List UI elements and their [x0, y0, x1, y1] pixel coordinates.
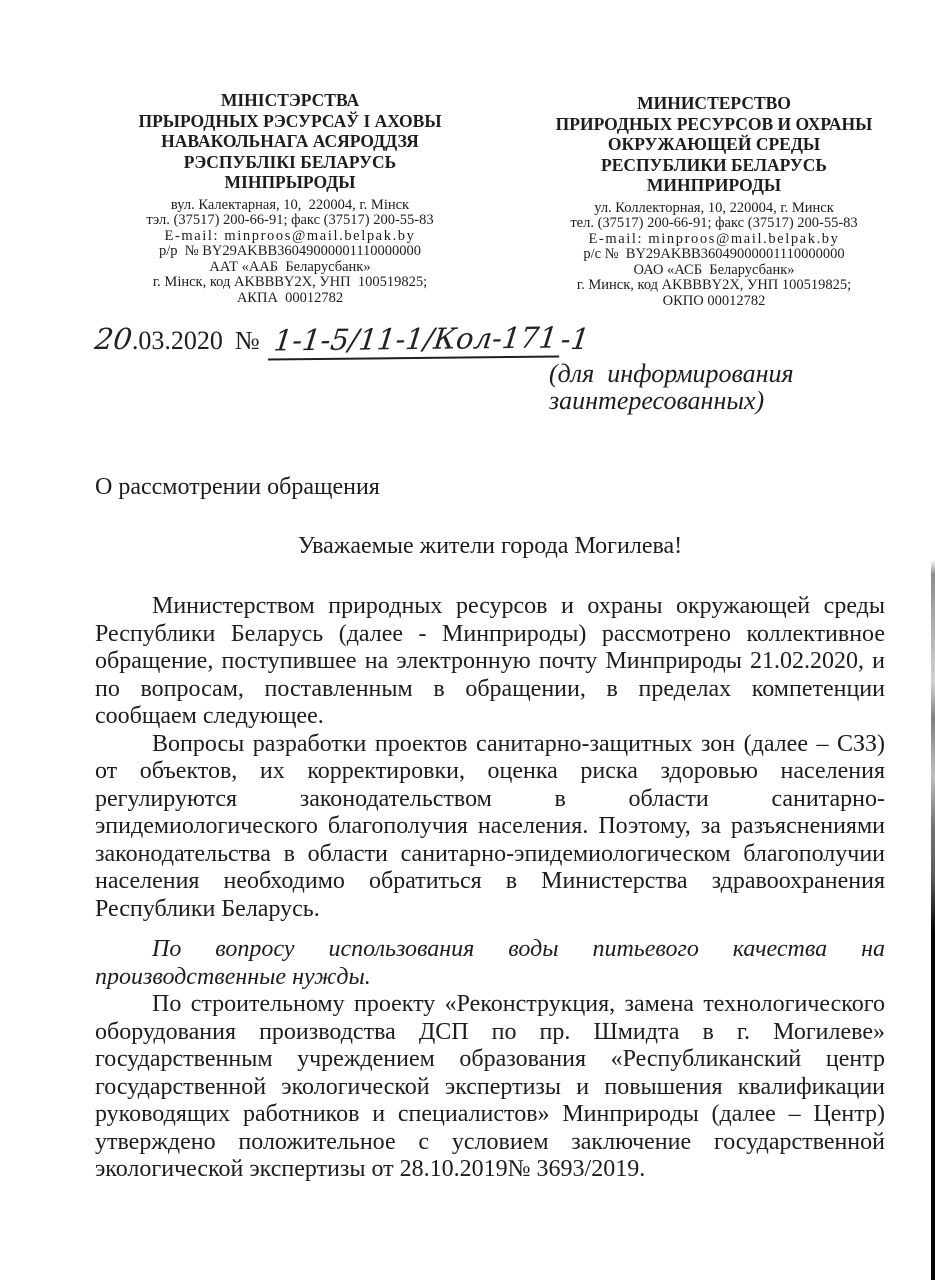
- reference-line: [92, 320, 592, 359]
- text-line: НАВАКОЛЬНАГА АСЯРОДДЗЯ: [161, 131, 419, 151]
- text-line: р/р № BY29AKBB36049000001110000000: [158, 243, 422, 260]
- text-line: г. Мінск, код AKBBBY2X, УНП 100519825;: [152, 274, 428, 291]
- letter-body: [95, 593, 885, 1184]
- subject-line: О рассмотрении обращения: [95, 474, 380, 500]
- text-line: оборудования производства ДСП по пр. Шмидта в г. Могилеве»: [95, 1018, 885, 1045]
- letterhead-russian: [528, 93, 900, 310]
- ministry-contacts-ru: [528, 201, 900, 310]
- text-line: по вопросам, поставленным в обращении, в пределах компетенции: [95, 675, 885, 702]
- text-line: р/с № BY29AKBB36049000001110000000: [583, 246, 845, 263]
- ministry-name-ru: [528, 93, 900, 196]
- text-line: г. Минск, код AKBBBY2X, УНП 100519825;: [576, 277, 852, 294]
- scan-artifact-right-edge: [931, 560, 935, 1280]
- text-line: Вопросы разработки проектов санитарно-защитных зон (далее – СЗЗ): [152, 730, 885, 757]
- text-line: E-mail: minproos@mail.belpak.by: [588, 230, 840, 247]
- paragraph-emphasis: [95, 936, 885, 991]
- text-line: Республики Беларусь.: [95, 895, 320, 922]
- outgoing-number-tail: -1: [558, 322, 592, 356]
- text-line: E-mail: minproos@mail.belpak.by: [164, 227, 416, 244]
- text-line: ул. Коллекторная, 10, 220004, г. Минск: [594, 199, 834, 216]
- date-typed: .03.2020: [131, 326, 223, 355]
- text-line: государственным учреждением образования «Республиканский центр: [95, 1046, 885, 1072]
- paragraph: [95, 593, 885, 731]
- text-line: экологической экспертизы от 28.10.2019№ 3693/2019.: [95, 1156, 646, 1182]
- text-line: ПРИРОДНЫХ РЕСУРСОВ И ОХРАНЫ: [555, 113, 873, 134]
- letterhead-belarusian: [95, 90, 485, 307]
- ministry-contacts-be: [95, 198, 485, 307]
- info-note: [549, 360, 794, 414]
- outgoing-number-handwritten: 1-1-5/11-1/Кол-171: [267, 320, 563, 360]
- text-line: По вопросу использования воды питьевого качества на: [152, 936, 885, 962]
- text-line: заинтересованных): [549, 386, 765, 415]
- text-line: ОКРУЖАЮЩЕЙ СРЕДЫ: [607, 134, 821, 154]
- text-line: РЕСПУБЛИКИ БЕЛАРУСЬ: [601, 154, 827, 175]
- text-line: По строительному проекту «Реконструкция, замена технологического: [152, 991, 885, 1017]
- text-line: утверждено положительное с условием заключение государственной: [95, 1128, 885, 1155]
- text-line: от объектов, их корректировки, оценка риска здоровью населения: [95, 758, 885, 784]
- text-line: эпидемиологического благополучия населения. Поэтому, за разъяснениями: [95, 813, 885, 839]
- text-line: ОКПО 00012782: [662, 293, 766, 310]
- ministry-name-be: [95, 90, 485, 193]
- paragraph: [95, 731, 885, 924]
- text-line: Министерством природных ресурсов и охраны окружающей среды: [152, 593, 885, 619]
- text-line: государственной экологической экспертизы и повышения квалификации: [95, 1073, 885, 1100]
- text-line: (для информирования: [549, 359, 794, 388]
- text-line: законодательства в области санитарно-эпидемиологическом благополучии: [95, 840, 885, 867]
- text-line: руководящих работников и специалистов» Минприроды (далее – Центр): [95, 1101, 885, 1127]
- paragraph: [95, 991, 885, 1184]
- salutation: Уважаемые жители города Могилева!: [297, 533, 683, 559]
- text-line: населения необходимо обратиться в Министерства здравоохранения: [95, 868, 885, 894]
- text-line: МІНІСТЭРСТВА: [220, 90, 360, 110]
- text-line: сообщаем следующее.: [95, 703, 324, 729]
- text-line: ААТ «ААБ Беларусбанк»: [209, 258, 371, 275]
- text-line: МІНПРЫРОДЫ: [224, 172, 356, 192]
- text-line: ОАО «АСБ Беларусбанк»: [633, 261, 795, 278]
- text-line: тэл. (37517) 200-66-91; факс (37517) 200-55-83: [146, 212, 434, 229]
- number-sign: №: [234, 326, 260, 355]
- text-line: вул. Калектарная, 10, 220004, г. Мінск: [170, 196, 410, 213]
- text-line: регулируются законодательством в области санитарно-: [95, 785, 885, 812]
- text-line: ПРЫРОДНЫХ РЭСУРСАЎ І АХОВЫ: [138, 110, 442, 131]
- text-line: МИНИСТЕРСТВО: [637, 93, 791, 113]
- text-line: МИНПРИРОДЫ: [646, 175, 782, 195]
- text-line: РЭСПУБЛІКІ БЕЛАРУСЬ: [183, 151, 397, 172]
- text-line: Республики Беларусь (далее - Минприроды) рассмотрено коллективное: [95, 620, 885, 647]
- text-line: обращение, поступившее на электронную почту Минприроды 21.02.2020, и: [95, 648, 885, 674]
- text-line: производственные нужды.: [95, 963, 371, 990]
- text-line: тел. (37517) 200-66-91; факс (37517) 200-55-83: [570, 215, 858, 232]
- date-day-handwritten: 20: [92, 322, 134, 356]
- text-line: АКПА 00012782: [236, 290, 344, 307]
